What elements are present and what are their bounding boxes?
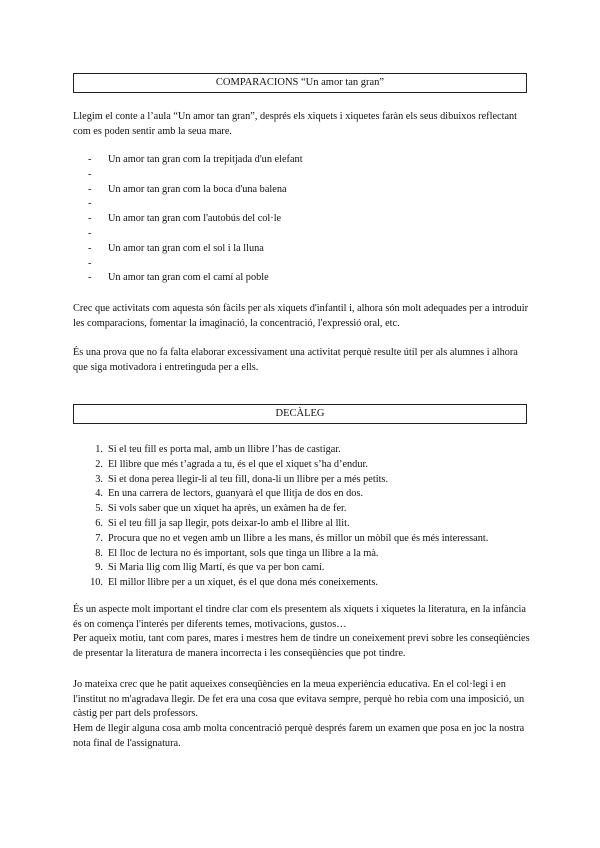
list-item bbox=[83, 458, 533, 473]
dash-marker: - bbox=[88, 227, 92, 239]
item-number: 6. bbox=[95, 517, 103, 529]
list-item bbox=[88, 168, 528, 183]
list-item-text: Un amor tan gran com la boca d'una balena bbox=[108, 183, 287, 195]
list-item-text: Un amor tan gran com el camí al poble bbox=[108, 272, 269, 284]
list-item-text: El lloc de lectura no és important, sols que tinga un llibre a la mà. bbox=[108, 547, 379, 559]
dash-marker: - bbox=[88, 213, 92, 225]
dash-marker: - bbox=[88, 272, 92, 284]
list-item bbox=[83, 502, 533, 517]
list-item bbox=[83, 517, 533, 532]
list-item-text: Un amor tan gran com la trepitjada d'un elefant bbox=[108, 154, 303, 165]
list-item-text: Si Maria llig com llig Martí, és que va per bon camí. bbox=[108, 562, 325, 574]
exam-text: Hem de llegir alguna cosa amb molta concentració perquè després farem un examen que posa en joc la nostra nota final de l'assignatura. bbox=[73, 723, 525, 749]
list-item-text: Si el teu fill ja sap llegir, pots deixar-lo amb el llibre al llit. bbox=[108, 517, 350, 529]
proof-paragraph bbox=[73, 346, 533, 375]
activities-text: Crec que activitats com aquesta són fàcils per als xiquets d'infantil i, alhora són molt adequades per a introduir les comparacions, fomentar la imaginació, la concentració, l'expressió oral, etc. bbox=[73, 303, 529, 329]
list-item bbox=[88, 227, 528, 242]
list-item bbox=[83, 576, 533, 591]
item-number: 2. bbox=[95, 458, 103, 470]
dash-marker: - bbox=[88, 257, 92, 269]
list-item bbox=[88, 197, 528, 212]
list-item bbox=[88, 153, 528, 168]
list-item-text: Si vols saber que un xiquet ha après, un exàmen ha de fer. bbox=[108, 503, 347, 515]
item-number: 8. bbox=[95, 547, 103, 559]
item-number: 4. bbox=[95, 488, 103, 500]
list-item bbox=[88, 271, 528, 286]
list-item-text: Si et dona perea llegir-li al teu fill, dona-li un llibre per a més petits. bbox=[108, 473, 389, 485]
list-item bbox=[83, 547, 533, 562]
decalogue-list bbox=[83, 443, 533, 591]
list-item-text: Un amor tan gran com el sol i la lluna bbox=[108, 242, 264, 254]
proof-text: És una prova que no fa falta elaborar excessivament una activitat perquè resulte útil per als alumnes i alhora que siga motivadora i entretinguda per a ells. bbox=[73, 347, 518, 373]
item-number: 3. bbox=[95, 473, 103, 485]
dash-marker: - bbox=[88, 242, 92, 254]
item-number: 1. bbox=[95, 444, 103, 455]
item-number: 5. bbox=[95, 503, 103, 515]
importance-paragraph bbox=[73, 603, 533, 662]
list-item bbox=[83, 443, 533, 458]
experience-text: Jo mateixa crec que he patit aqueixes conseqüències en la meua experiència educativa. En el col·legi i en l'institut no m'agradava llegir. De fet era una cosa que evitava sempre, perquè ho rebia com una imposició, un càstig per part dels professors. bbox=[73, 679, 525, 720]
dash-marker: - bbox=[88, 198, 92, 210]
dash-marker: - bbox=[88, 183, 92, 195]
list-item bbox=[83, 473, 533, 488]
list-item-text: Si el teu fill es porta mal, amb un llibre l’has de castigar. bbox=[108, 444, 341, 455]
item-number: 9. bbox=[95, 562, 103, 574]
list-item bbox=[88, 257, 528, 272]
section-heading-decaleg: DECÀLEG bbox=[73, 404, 527, 424]
list-item-text: El millor llibre per a un xiquet, és el que dona més coneixements. bbox=[108, 577, 378, 589]
experience-paragraph bbox=[73, 678, 533, 752]
list-item bbox=[88, 242, 528, 257]
section-heading-comparacions: COMPARACIONS “Un amor tan gran” bbox=[73, 73, 527, 93]
intro-paragraph bbox=[73, 110, 533, 139]
list-item-text: En una carrera de lectors, guanyarà el que llitja de dos en dos. bbox=[108, 488, 364, 500]
importance-text: És un aspecte molt important el tindre clar com els presentem als xiquets i xiquetes la literatura, en la infància és on comença l'interés per diferents temes, motivacions, gustos… bbox=[73, 604, 526, 630]
list-item-text: Un amor tan gran com l'autobús del col·le bbox=[108, 213, 282, 225]
list-item bbox=[83, 532, 533, 547]
list-item bbox=[88, 212, 528, 227]
list-item-text: El llibre que més t’agrada a tu, és el que el xiquet s’ha d’endur. bbox=[108, 458, 368, 470]
list-item bbox=[83, 561, 533, 576]
item-number: 7. bbox=[95, 532, 103, 544]
list-item-text: Procura que no et vegen amb un llibre a les mans, és millor un mòbil que és més interessant. bbox=[108, 532, 489, 544]
list-item bbox=[88, 183, 528, 198]
reason-text: Per aqueix motiu, tant com pares, mares i mestres hem de tindre un coneixement previ sobre les conseqüències de presentar la literatura de manera incorrecta i les conseqüències que pot tindre. bbox=[73, 633, 530, 660]
comparison-list bbox=[88, 153, 528, 286]
list-item bbox=[83, 487, 533, 502]
activities-paragraph bbox=[73, 302, 533, 331]
intro-text: Llegim el conte a l’aula “Un amor tan gran”, després els xiquets i xiquetes faràn els seus dibuixos reflectant com es poden sentir amb la seua mare. bbox=[73, 111, 518, 137]
dash-marker: - bbox=[88, 168, 92, 180]
dash-marker: - bbox=[88, 154, 92, 165]
item-number: 10. bbox=[90, 577, 103, 589]
